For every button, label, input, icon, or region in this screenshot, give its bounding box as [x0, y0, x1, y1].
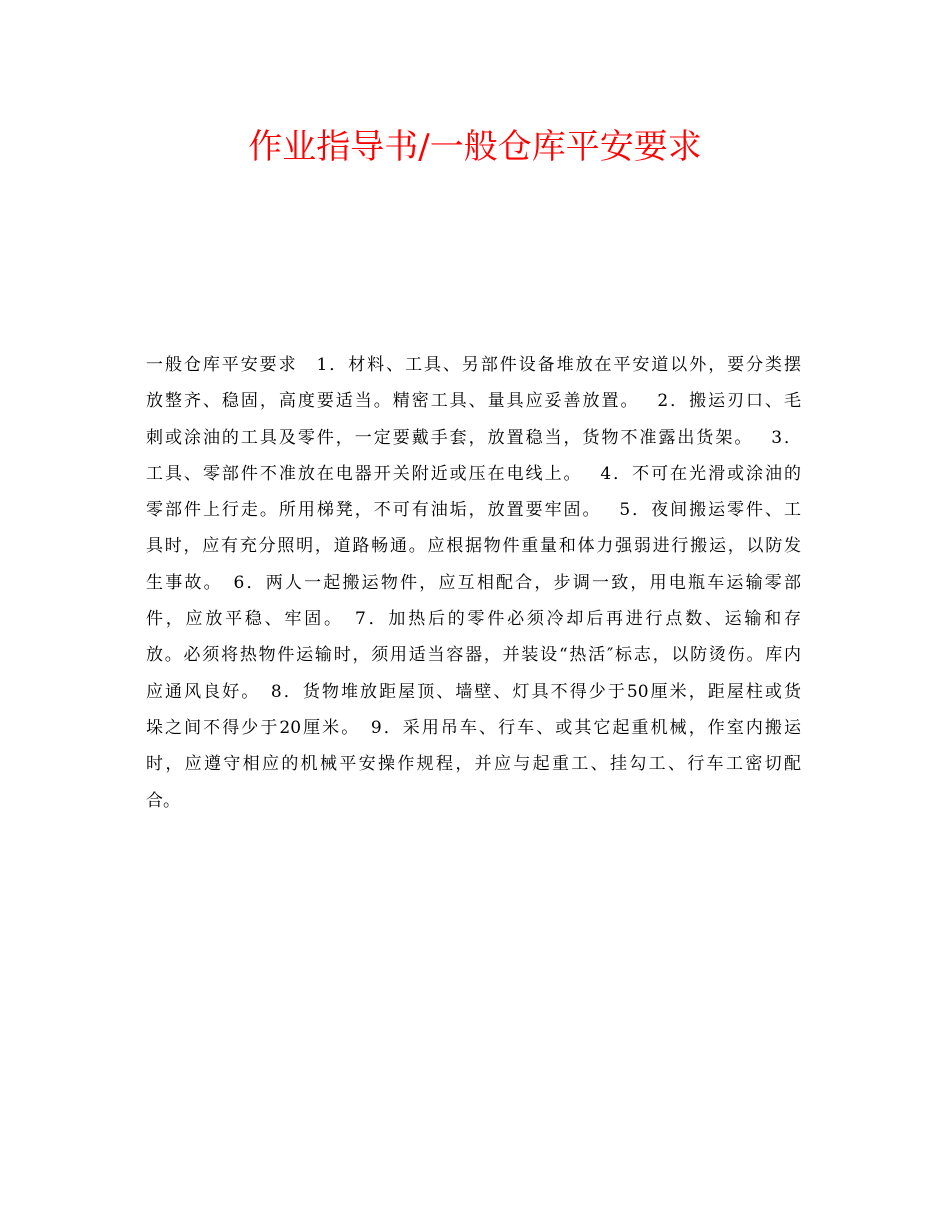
body-line-10: 应通风良好。 8．货物堆放距屋顶、墙壁、灯具不得少于50厘米，距屋柱或货 — [146, 681, 801, 702]
document-body — [146, 347, 801, 819]
body-line-7: 生事故。 6．两人一起搬运物件，应互相配合，步调一致，用电瓶车运输零部 — [146, 572, 801, 593]
body-line-11: 垛之间不得少于20厘米。 9．采用吊车、行车、或其它起重机械，作室内搬运 — [146, 717, 801, 738]
body-line-2: 放整齐、稳固，高度要适当。精密工具、量具应妥善放置。 2．搬运刃口、毛 — [146, 391, 801, 412]
body-line-4: 工具、零部件不准放在电器开关附近或压在电线上。 4．不可在光滑或涂油的 — [146, 463, 801, 484]
document-title: 作业指导书/一般仓库平安要求 — [248, 127, 702, 167]
body-line-3: 刺或涂油的工具及零件，一定要戴手套，放置稳当，货物不准露出货架。 3． — [146, 427, 801, 448]
body-line-6: 具时，应有充分照明，道路畅通。应根据物件重量和体力强弱进行搬运，以防发 — [146, 536, 801, 557]
body-line-13: 合。 — [146, 790, 180, 811]
body-line-12: 时，应遵守相应的机械平安操作规程，并应与起重工、挂勾工、行车工密切配 — [146, 754, 801, 775]
body-line-5: 零部件上行走。所用梯凳，不可有油垢，放置要牢固。 5．夜间搬运零件、工 — [146, 500, 801, 521]
body-line-8: 件，应放平稳、牢固。 7．加热后的零件必须冷却后再进行点数、运输和存 — [146, 609, 801, 630]
body-line-9: 放。必须将热物件运输时，须用适当容器，并装设“热活″标志，以防烫伤。库内 — [146, 645, 801, 666]
body-line-1: 一般仓库平安要求 1．材料、工具、另部件设备堆放在平安道以外，要分类摆 — [146, 355, 801, 375]
